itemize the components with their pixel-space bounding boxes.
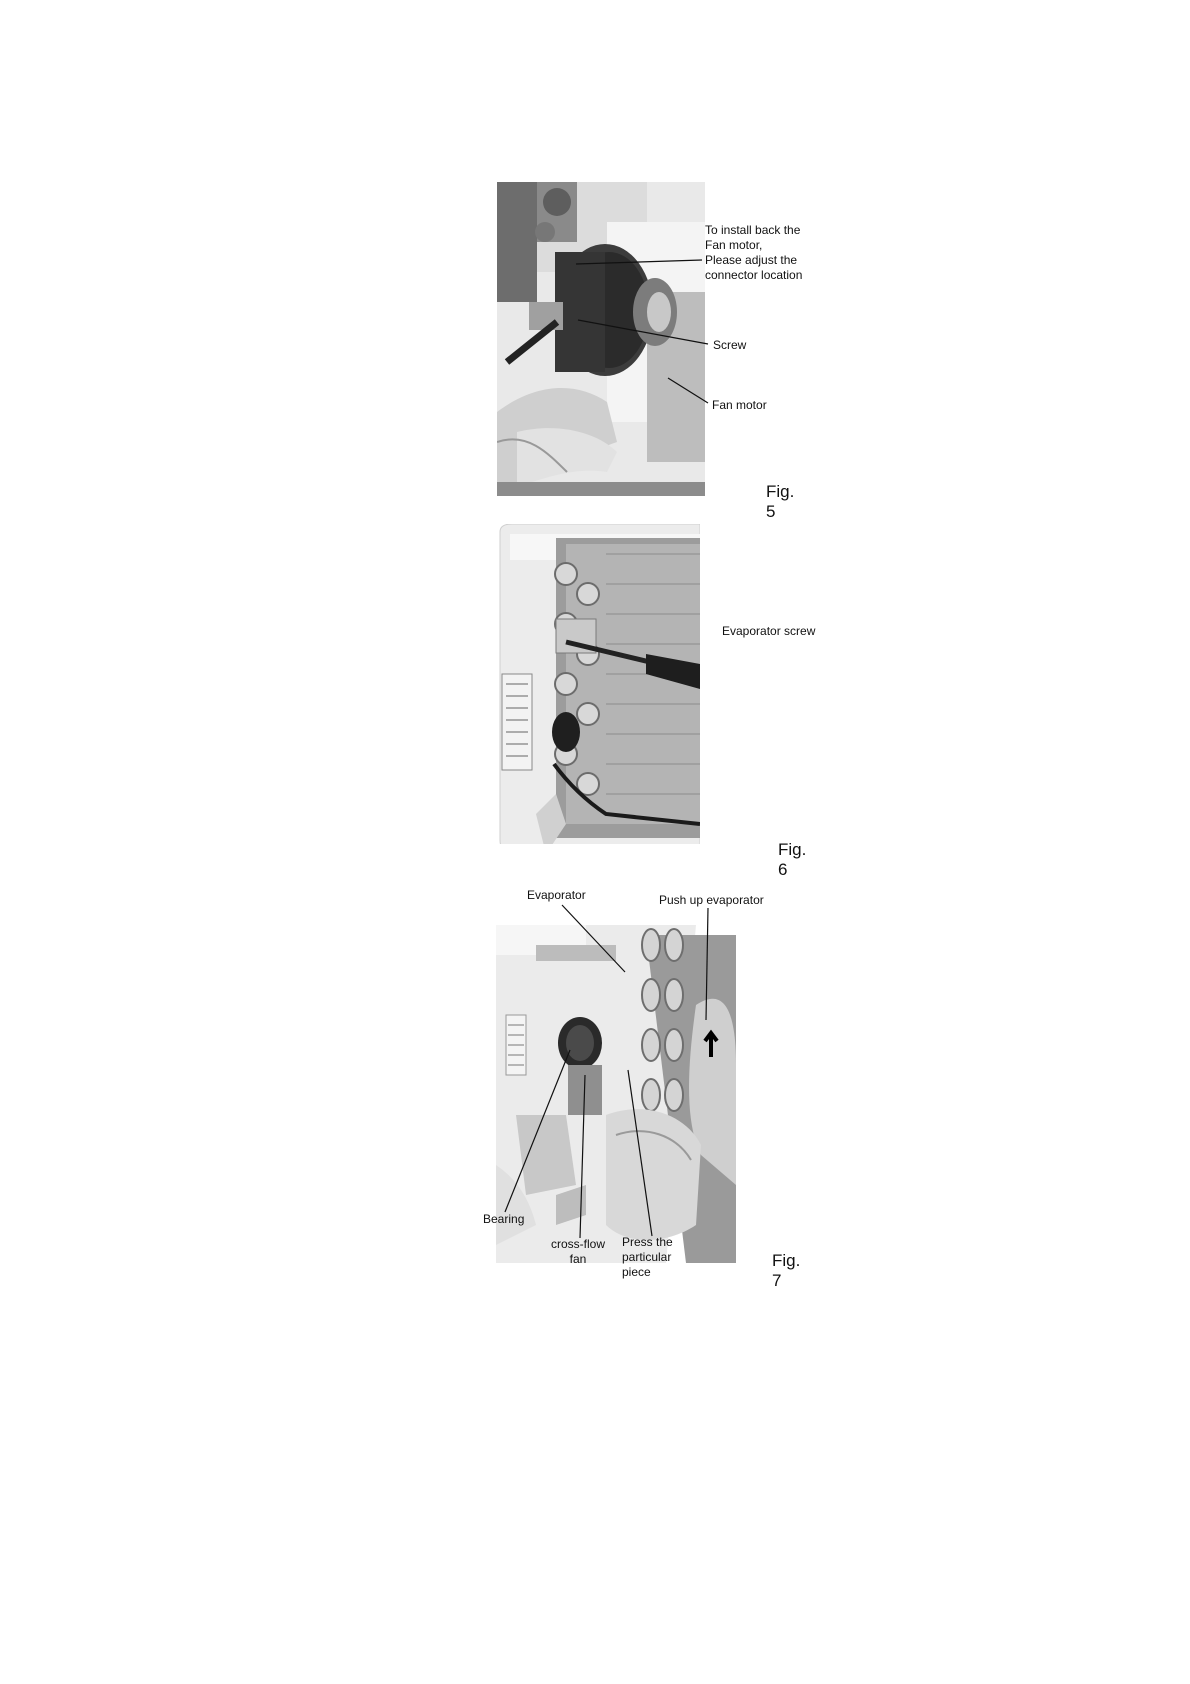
fan-motor-illustration: [497, 182, 705, 496]
push-up-evaporator-label: Push up evaporator: [659, 893, 764, 907]
fan-motor-photo: [497, 182, 705, 496]
press-piece-label: [622, 1235, 673, 1280]
push-up-evaporator-photo: [496, 925, 736, 1263]
fig-6-caption: Fig. 6: [778, 840, 807, 879]
connector-note-line-4: connector location: [705, 268, 803, 282]
cross-flow-fan-line-2: fan: [569, 1252, 587, 1266]
connector-note-line-3: Please adjust the: [705, 253, 798, 267]
evaporator-illustration: [496, 524, 700, 860]
bearing-label: Bearing: [483, 1212, 525, 1226]
cross-flow-fan-line-1: cross-flow: [551, 1237, 606, 1251]
connector-note: [705, 223, 802, 283]
cross-flow-fan-label: [551, 1237, 605, 1267]
fig-7-caption: Fig. 7: [772, 1251, 801, 1290]
evaporator-label: Evaporator: [527, 888, 586, 902]
screw-label: Screw: [713, 338, 747, 352]
connector-note-line-2: Fan motor,: [705, 238, 763, 252]
fan-motor-label: Fan motor: [712, 398, 767, 412]
evaporator-screw-label: Evaporator screw: [722, 624, 816, 638]
fig-5-caption: Fig. 5: [766, 482, 795, 521]
push-up-evaporator-illustration: [496, 925, 736, 1263]
press-piece-line-2: particular: [622, 1250, 672, 1264]
connector-note-line-1: To install back the: [705, 223, 801, 237]
press-piece-line-1: Press the: [622, 1235, 673, 1249]
press-piece-line-3: piece: [622, 1265, 651, 1279]
evaporator-photo: [496, 524, 700, 860]
